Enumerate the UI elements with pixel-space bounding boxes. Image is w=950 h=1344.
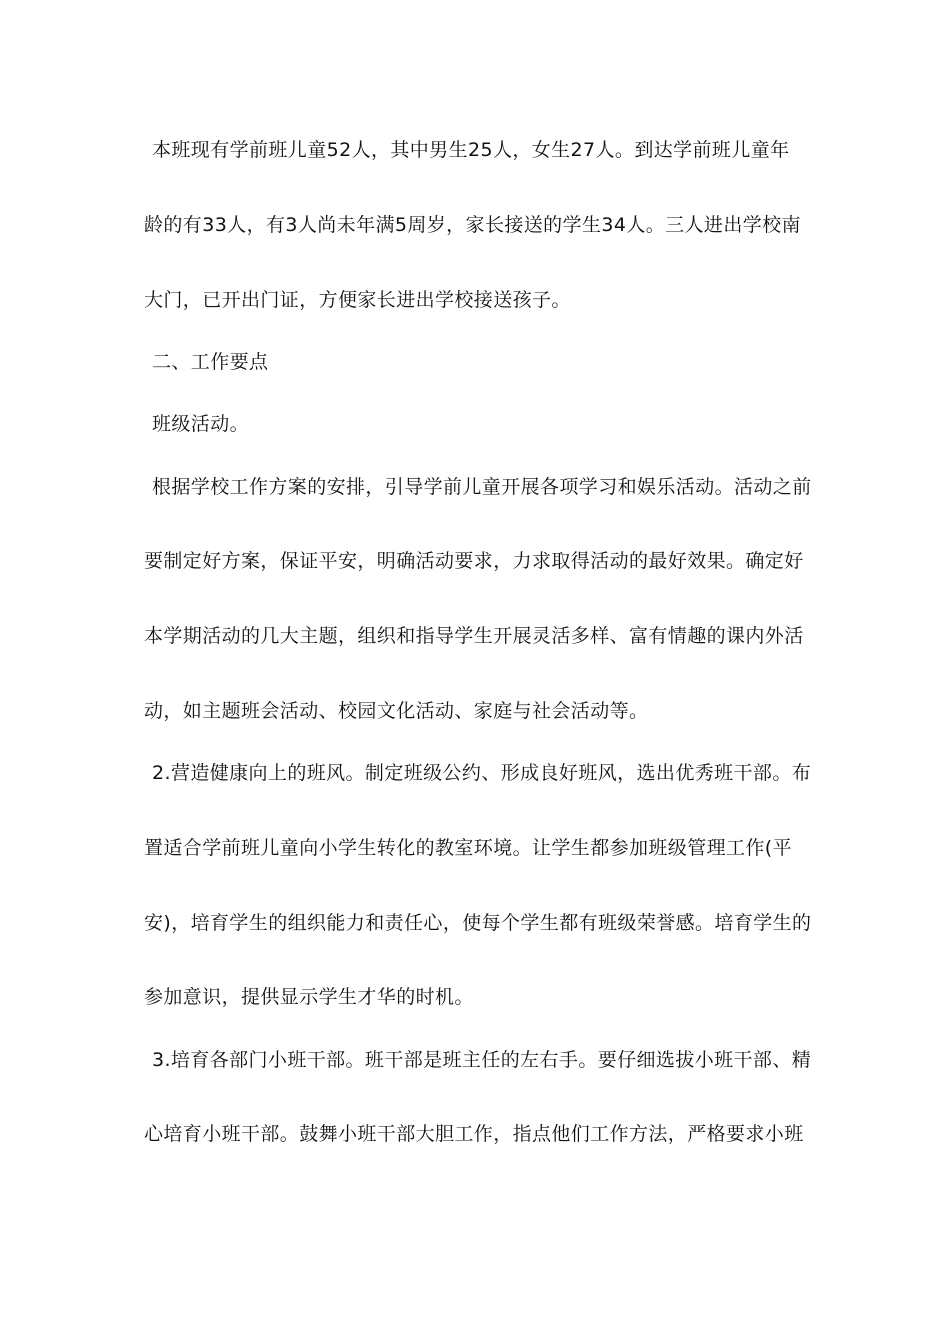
paragraph-line: 本班现有学前班儿童52人，其中男生25人，女生27人。到达学前班儿童年: [152, 139, 790, 161]
paragraph-line: 龄的有33人，有3人尚未年满5周岁，家长接送的学生34人。三人进出学校南: [144, 214, 801, 236]
paragraph-line: 置适合学前班儿童向小学生转化的教室环境。让学生都参加班级管理工作(平: [144, 837, 793, 859]
paragraph-line: 动，如主题班会活动、校园文化活动、家庭与社会活动等。: [144, 700, 649, 722]
paragraph-line: 要制定好方案，保证平安，明确活动要求，力求取得活动的最好效果。确定好: [144, 550, 804, 572]
paragraph-line: 本学期活动的几大主题，组织和指导学生开展灵活多样、富有情趣的课内外活: [144, 625, 804, 647]
subheading: 班级活动。: [152, 413, 250, 435]
paragraph-line: 安)，培育学生的组织能力和责任心，使每个学生都有班级荣誉感。培育学生的: [144, 912, 812, 934]
paragraph-line: 根据学校工作方案的安排，引导学前儿童开展各项学习和娱乐活动。活动之前: [152, 476, 812, 498]
paragraph-line: 心培育小班干部。鼓舞小班干部大胆工作，指点他们工作方法，严格要求小班: [144, 1123, 804, 1145]
paragraph-line: 3.培育各部门小班干部。班干部是班主任的左右手。要仔细选拔小班干部、精: [152, 1049, 812, 1071]
section-heading: 二、工作要点: [152, 351, 269, 373]
paragraph-line: 2.营造健康向上的班风。制定班级公约、形成良好班风，选出优秀班干部。布: [152, 762, 812, 784]
paragraph-line: 参加意识，提供显示学生才华的时机。: [144, 986, 474, 1008]
paragraph-line: 大门，已开出门证，方便家长进出学校接送孩子。: [144, 289, 571, 311]
